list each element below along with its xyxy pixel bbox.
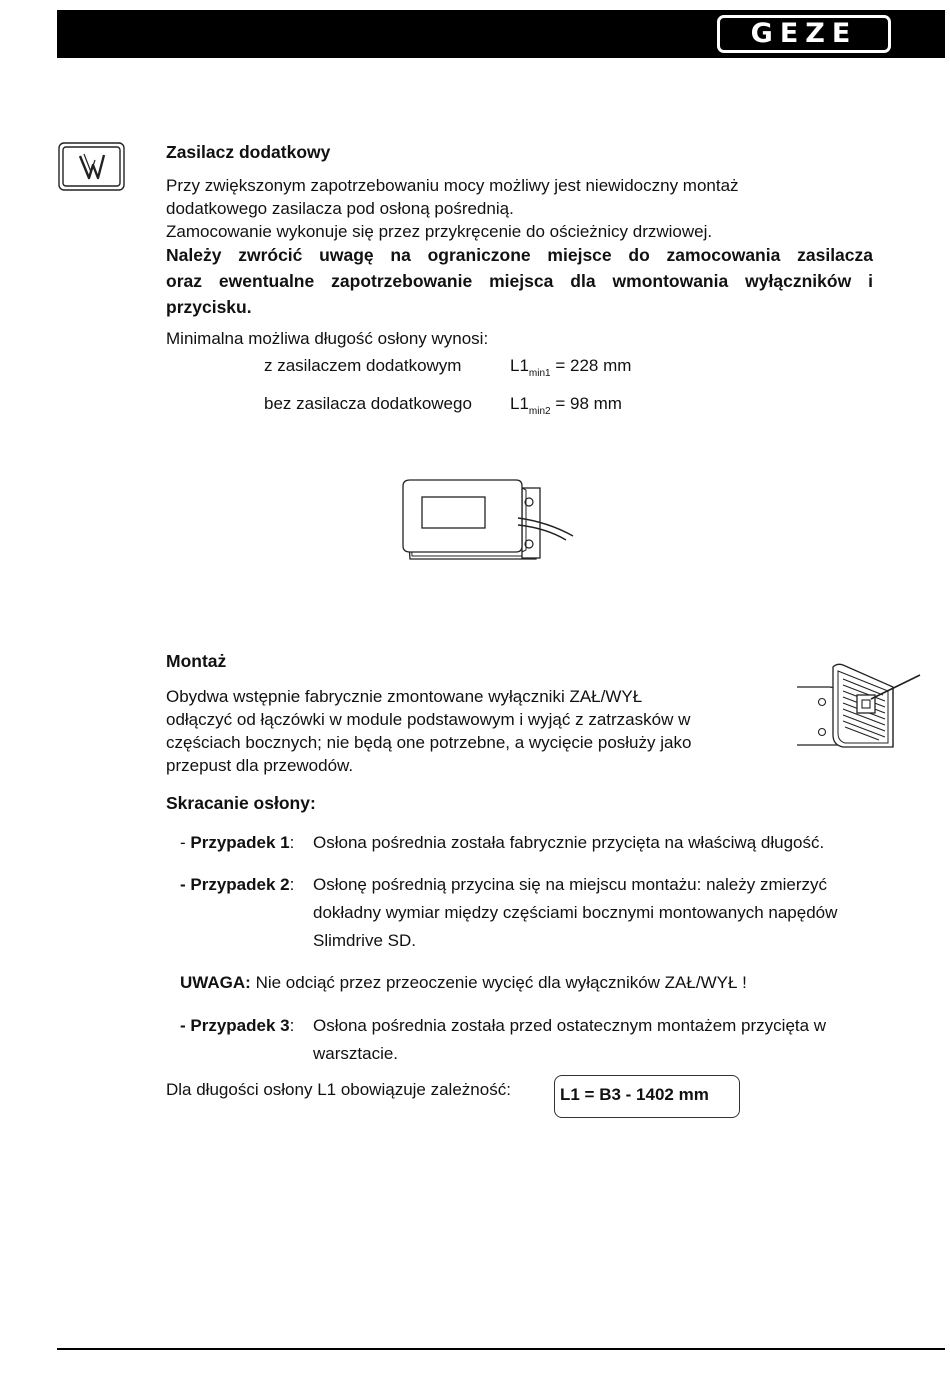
case-3-tag [180,1012,313,1040]
power-supply-intro [166,174,739,243]
case-2-text [313,871,905,955]
case-3-line: Osłona pośrednia została przed ostatecznym montażem przycięta w [313,1016,827,1035]
case-1-text [313,829,905,857]
mounting-line: częściach bocznych; nie będą one potrzebne, a wycięcie posłuży jako [166,733,692,752]
min-length-row-label: z zasilaczem dodatkowym [264,356,462,375]
length-value: = 228 mm [555,356,632,375]
installer-note-icon [58,142,125,191]
footer-rule [57,1348,945,1350]
intro-line: dodatkowego zasilacza pod osłoną pośrednią. [166,199,514,218]
intro-line: Zamocowanie wykonuje się przez przykręcenie do ościeżnicy drzwiowej. [166,222,713,241]
case-1 [180,829,905,857]
intro-line: Przy zwiększonym zapotrzebowaniu mocy możliwy jest niewidoczny montaż [166,176,739,195]
case-3 [180,1012,905,1068]
mounting-line: odłączyć od łączówki w module podstawowym i wyjąć z zatrzasków w [166,710,691,729]
case-prefix: - [180,1016,191,1035]
case-1-label: Przypadek 1 [190,833,290,852]
case-prefix: - [180,875,191,894]
min-length-label: Minimalna możliwa długość osłony wynosi: [166,329,489,348]
case-1-tag [180,829,313,857]
section-title-shortening: Skracanie osłony: [166,793,316,813]
warning-line: oraz ewentualne zapotrzebowanie miejsca dla wmontowania wyłączników i [166,271,873,291]
case-2-line: Osłonę pośrednią przycina się na miejscu montażu: należy zmierzyć [313,875,828,894]
length-symbol: L1 [510,356,529,375]
mounting-text [166,685,691,777]
mounting-line: Obydwa wstępnie fabrycznie zmontowane wyłączniki ZAŁ/WYŁ [166,687,643,706]
power-supply-warning [166,242,873,320]
case-3-label: Przypadek 3 [190,1016,290,1035]
warning-line: przycisku. [166,297,252,317]
case-2-label: Przypadek 2 [190,875,290,894]
case-2-line: Slimdrive SD. [313,931,416,950]
length-value: = 98 mm [555,394,622,413]
note-label: UWAGA: [180,973,251,992]
formula-label: Dla długości osłony L1 obowiązuje zależność: [166,1080,511,1099]
warning-note [180,969,747,997]
power-supply-illustration [398,476,578,566]
length-subscript: min2 [528,406,551,417]
case-2 [180,871,905,955]
case-colon: : [289,875,295,894]
case-2-line: dokładny wymiar między częściami bocznymi montowanych napędów [313,903,838,922]
case-3-line: warsztacie. [313,1044,399,1063]
min-length-row-without-supply [264,394,622,417]
geze-logo: GEZE [717,15,891,53]
formula-box: L1 = B3 - 1402 mm [554,1075,740,1118]
note-text: Nie odciąć przez przeoczenie wycięć dla wyłączników ZAŁ/WYŁ ! [255,973,747,992]
section-title-power-supply: Zasilacz dodatkowy [166,142,331,162]
case-3-text [313,1012,905,1068]
switch-removal-illustration [793,655,945,753]
mounting-line: przepust dla przewodów. [166,756,354,775]
warning-line: Należy zwrócić uwagę na ograniczone miejsce do zamocowania zasilacza [166,245,873,265]
case-colon: : [289,1016,295,1035]
section-title-mounting: Montaż [166,651,227,671]
length-symbol: L1 [510,394,529,413]
case-colon: : [289,833,295,852]
min-length-row-with-supply [264,356,631,379]
case-2-tag [180,871,313,899]
case-1-line: Osłona pośrednia została fabrycznie przycięta na właściwą długość. [313,833,825,852]
case-prefix: - [180,833,191,852]
min-length-row-label: bez zasilacza dodatkowego [264,394,472,413]
length-subscript: min1 [528,368,551,379]
